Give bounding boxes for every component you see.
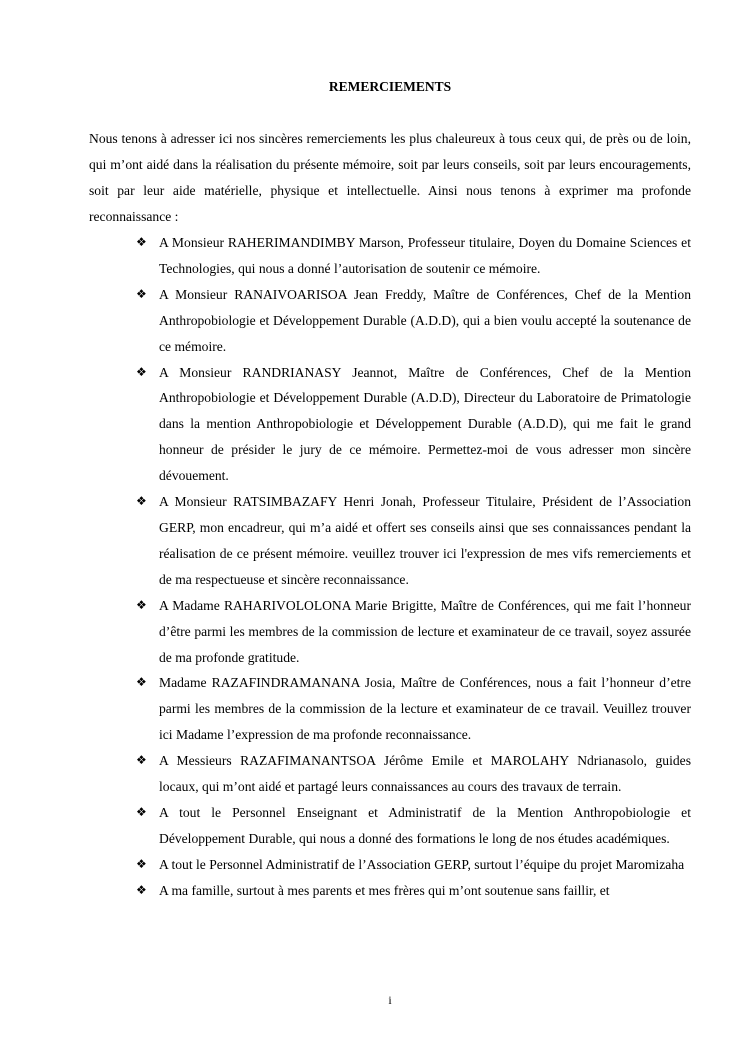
diamond-bullet-icon: ❖ bbox=[136, 286, 147, 301]
list-item bbox=[89, 748, 691, 800]
diamond-bullet-icon: ❖ bbox=[136, 753, 147, 768]
diamond-bullet-icon: ❖ bbox=[136, 494, 147, 509]
list-item bbox=[89, 852, 691, 878]
list-item-text: A Monsieur RATSIMBAZAFY Henri Jonah, Professeur Titulaire, Président de l’Association GERP, mon encadreur, qui m’a aidé et offert ses conseils ainsi que ses connaissances pendant la réalisation de ce présent mémoire. veuillez trouver ici l'expression de mes vifs remerciements et de ma respectueuse et sincère reconnaissance. bbox=[159, 494, 691, 587]
diamond-bullet-icon: ❖ bbox=[136, 364, 147, 379]
page-number: i bbox=[388, 993, 392, 1007]
list-item bbox=[89, 282, 691, 360]
intro-paragraph: Nous tenons à adresser ici nos sincères remerciements les plus chaleureux à tous ceux qui, de près ou de loin, qui m’ont aidé dans la réalisation du présente mémoire, soit par leurs conseils, soit par leurs encouragements, soit par leur aide matérielle, physique et intellectuelle. Ainsi nous tenons à exprimer ma profonde reconnaissance : bbox=[89, 131, 691, 224]
list-item bbox=[89, 878, 691, 904]
diamond-bullet-icon: ❖ bbox=[136, 675, 147, 690]
list-item bbox=[89, 360, 691, 490]
list-item-text: A Monsieur RANDRIANASY Jeannot, Maître de Conférences, Chef de la Mention Anthropobiologie et Développement Durable (A.D.D), Directeur du Laboratoire de Primatologie dans la mention Anthropobiologie et Développement Durable (A.D.D), qui me fait le grand honneur de présider le jury de ce mémoire. Permettez-moi de vous adresser mon sincère dévouement. bbox=[159, 364, 691, 484]
list-item bbox=[89, 489, 691, 593]
list-item-text: Madame RAZAFINDRAMANANA Josia, Maître de Conférences, nous a fait l’honneur d’etre parmi les membres de la commission de la lecture et examinateur de ce travail. Veuillez trouver ici Madame l’expression de ma profonde reconnaissance. bbox=[159, 675, 691, 743]
list-item-text: A Monsieur RAHERIMANDIMBY Marson, Professeur titulaire, Doyen du Domaine Sciences et Technologies, qui nous a donné l’autorisation de soutenir ce mémoire. bbox=[159, 235, 691, 276]
list-item-text: A Monsieur RANAIVOARISOA Jean Freddy, Maître de Conférences, Chef de la Mention Anthropobiologie et Développement Durable (A.D.D), qui a bien voulu accepté la soutenance de ce mémoire. bbox=[159, 286, 691, 354]
list-item-text: A tout le Personnel Administratif de l’Association GERP, surtout l’équipe du projet Maromizaha bbox=[159, 856, 685, 872]
diamond-bullet-icon: ❖ bbox=[136, 804, 147, 819]
list-item bbox=[89, 800, 691, 852]
page-title: REMERCIEMENTS bbox=[328, 79, 452, 94]
diamond-bullet-icon: ❖ bbox=[136, 856, 147, 871]
list-item bbox=[89, 593, 691, 671]
diamond-bullet-icon: ❖ bbox=[136, 882, 147, 897]
diamond-bullet-icon: ❖ bbox=[136, 235, 147, 249]
list-item bbox=[89, 230, 691, 282]
list-item-text: A tout le Personnel Enseignant et Administratif de la Mention Anthropobiologie et Développement Durable, qui nous a donné des formations le long de nos études académiques. bbox=[159, 804, 691, 846]
list-item-text: A Messieurs RAZAFIMANANTSOA Jérôme Emile et MAROLAHY Ndrianasolo, guides locaux, qui m’ont aidé et partagé leurs connaissances au cours des travaux de terrain. bbox=[159, 753, 691, 795]
list-item-text: A Madame RAHARIVOLOLONA Marie Brigitte, Maître de Conférences, qui me fait l’honneur d’être parmi les membres de la commission de lecture et examinateur de ce travail, soyez assurée de ma profonde gratitude. bbox=[159, 597, 691, 665]
list-item-text: A ma famille, surtout à mes parents et mes frères qui m’ont soutenue sans faillir, et bbox=[159, 882, 610, 898]
acknowledgement-list bbox=[89, 230, 691, 904]
diamond-bullet-icon: ❖ bbox=[136, 597, 147, 612]
list-item bbox=[89, 670, 691, 748]
